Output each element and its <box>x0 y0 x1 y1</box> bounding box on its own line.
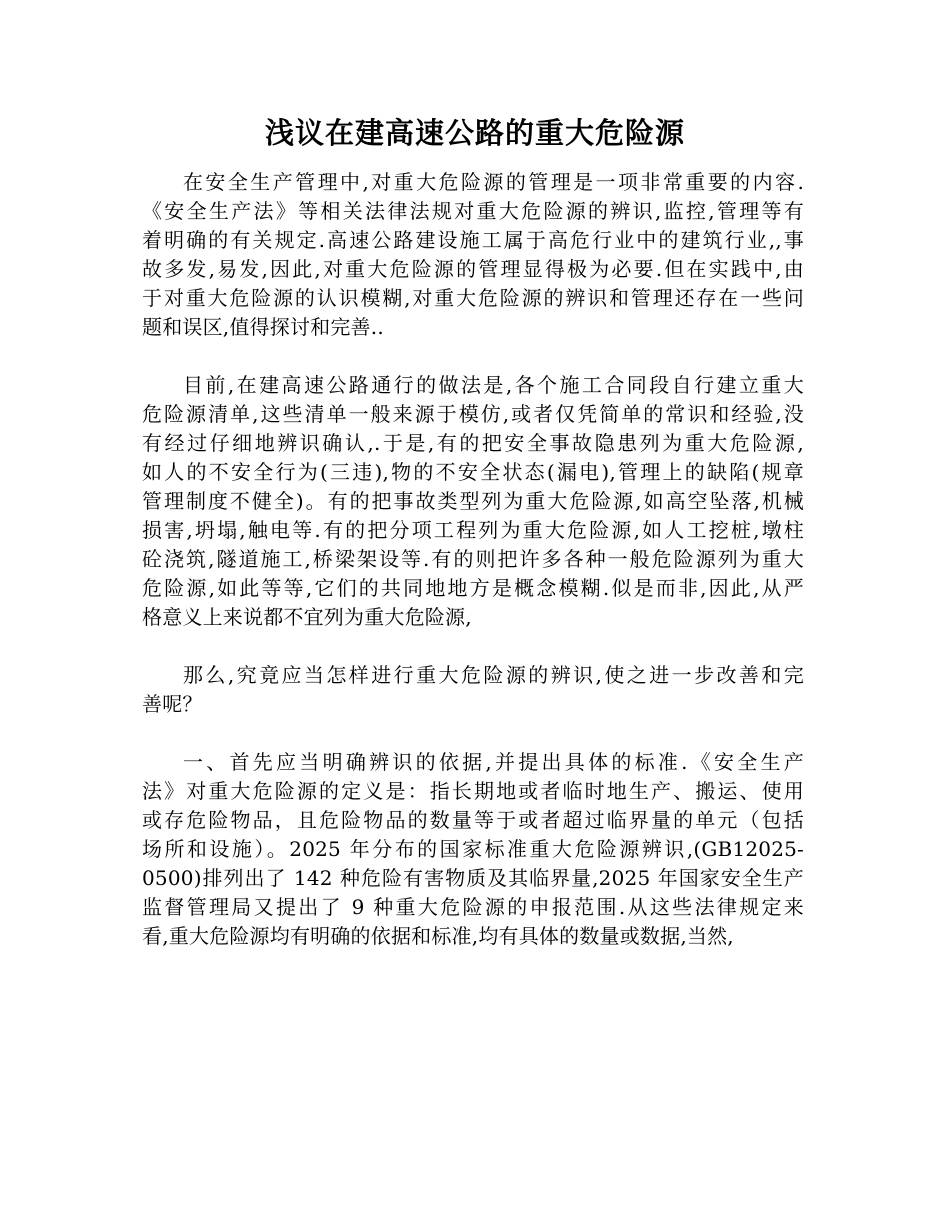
text-line: 格意义上来说都不宜列为重大危险源, <box>142 605 472 629</box>
text-line: 于对重大危险源的认识模糊,对重大危险源的辨识和管理还存在一些问 <box>142 286 804 310</box>
text-line: 损害,坍塌,触电等.有的把分项工程列为重大危险源,如人工挖桩,墩柱 <box>142 518 804 542</box>
text-line: 在安全生产管理中,对重大危险源的管理是一项非常重要的内容. <box>183 170 804 194</box>
text-line: 那么,究竟应当怎样进行重大危险源的辨识,使之进一步改善和完 <box>183 663 804 687</box>
text-line: 有经过仔细地辨识确认,.于是,有的把安全事故隐患列为重大危险源, <box>142 431 804 455</box>
text-line: 监督管理局又提出了 9 种重大危险源的申报范围.从这些法律规定来 <box>142 895 804 919</box>
paragraph <box>142 371 804 632</box>
text-line: 着明确的有关规定.高速公路建设施工属于高危行业中的建筑行业,,事 <box>142 228 804 252</box>
text-line: 《安全生产法》等相关法律法规对重大危险源的辨识,监控,管理等有 <box>142 199 804 223</box>
document-title: 浅议在建高速公路的重大危险源 <box>264 116 685 150</box>
text-line: 如人的不安全行为(三违),物的不安全状态(漏电),管理上的缺陷(规章 <box>142 460 804 484</box>
text-line: 砼浇筑,隧道施工,桥梁架设等.有的则把许多各种一般危险源列为重大 <box>142 547 804 571</box>
paragraph <box>142 168 804 342</box>
text-line: 管理制度不健全)。有的把事故类型列为重大危险源,如高空坠落,机械 <box>142 489 804 513</box>
text-line: 危险源,如此等等,它们的共同地地方是概念模糊.似是而非,因此,从严 <box>142 576 804 600</box>
text-line: 题和误区,值得探讨和完善.. <box>142 315 384 339</box>
text-line: 场所和设施）。2025 年分布的国家标准重大危险源辨识,(GB12025- <box>142 837 804 861</box>
text-line: 危险源清单,这些清单一般来源于模仿,或者仅凭简单的常识和经验,没 <box>142 402 804 426</box>
text-line: 0500)排列出了 142 种危险有害物质及其临界量,2025 年国家安全生产 <box>142 866 804 890</box>
text-line: 故多发,易发,因此,对重大危险源的管理显得极为必要.但在实践中,由 <box>142 257 804 281</box>
text-line: 或存危险物品，且危险物品的数量等于或者超过临界量的单元（包括 <box>142 808 804 832</box>
paragraph <box>142 748 804 951</box>
text-line: 目前,在建高速公路通行的做法是,各个施工合同段自行建立重大 <box>183 373 804 397</box>
paragraph <box>142 661 804 719</box>
text-line: 法》对重大危险源的定义是：指长期地或者临时地生产、搬运、使用 <box>142 779 804 803</box>
text-line: 善呢？ <box>142 692 203 716</box>
document-body <box>142 168 804 980</box>
text-line: 看,重大危险源均有明确的依据和标准,均有具体的数量或数据,当然, <box>142 924 734 948</box>
text-line: 一、首先应当明确辨识的依据,并提出具体的标准.《安全生产 <box>183 750 804 774</box>
